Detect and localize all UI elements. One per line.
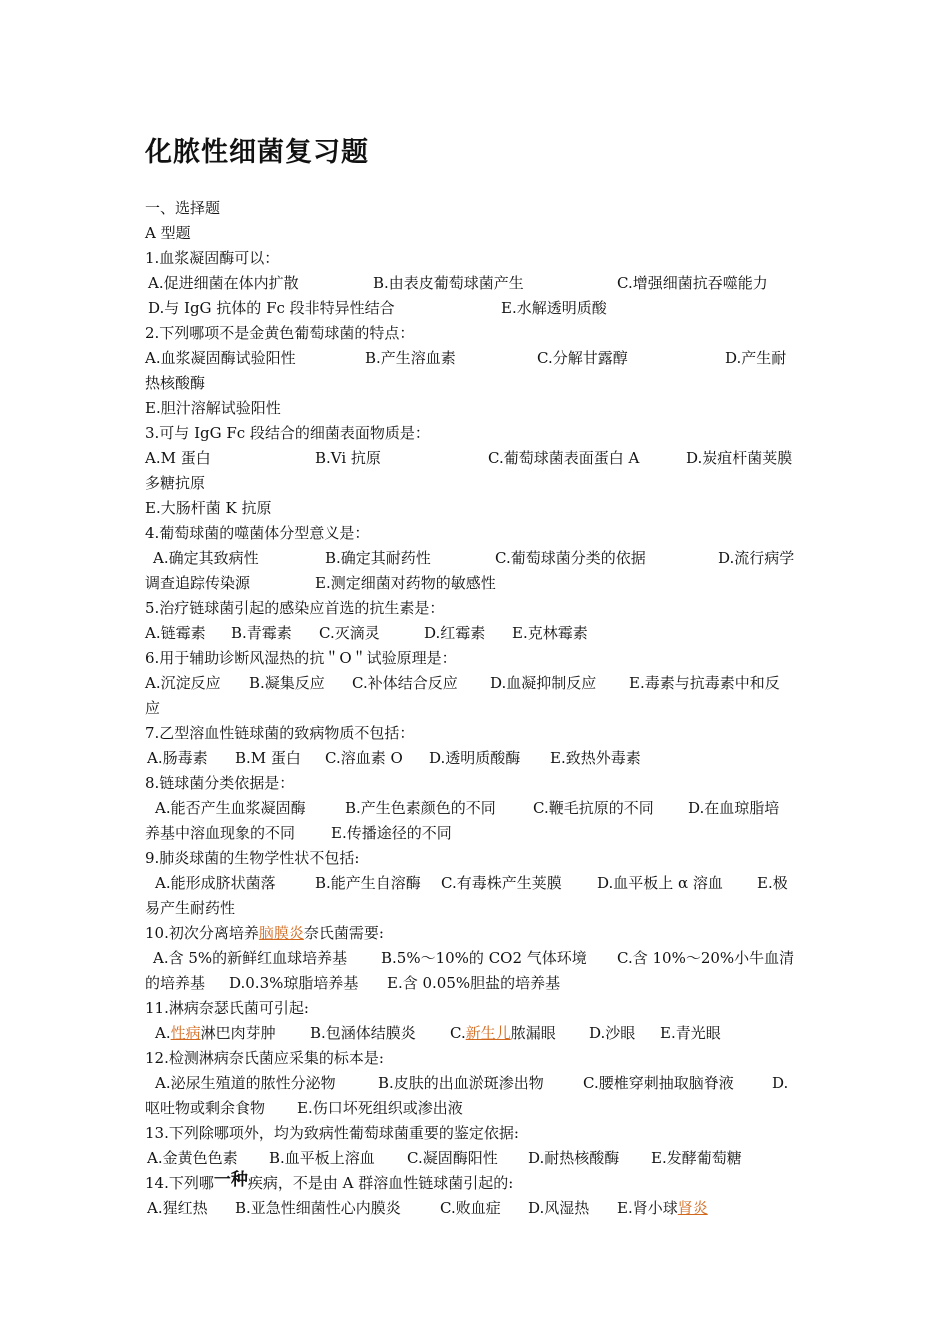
question-2-options — [145, 346, 815, 371]
option-c-continued: 的培养基 — [145, 974, 206, 992]
std-link[interactable]: 性病 — [170, 1024, 201, 1042]
option-b: B.血平板上溶血 — [269, 1149, 375, 1167]
question-1-options-2 — [145, 296, 815, 321]
question-stem: 13.下列除哪项外，均为致病性葡萄球菌重要的鉴定依据: — [145, 1124, 519, 1142]
section-heading-text: 一、选择题 — [145, 199, 221, 217]
question-4-options — [145, 546, 815, 571]
option-c: C.鞭毛抗原的不同 — [533, 799, 654, 817]
option-e: E.伤口坏死组织或渗出液 — [297, 1099, 463, 1117]
question-stem: 3.可与 IgG Fc 段结合的细菌表面物质是： — [145, 424, 430, 442]
question-stem: 2.下列哪项不是金黄色葡萄球菌的特点： — [145, 324, 415, 342]
option-e: E.克林霉素 — [512, 624, 588, 642]
question-stem: 4.葡萄球菌的噬菌体分型意义是： — [145, 524, 370, 542]
question-5-stem — [145, 596, 815, 621]
option-e-prefix: E.肾小球 — [617, 1199, 678, 1217]
option-c: C.凝固酶阳性 — [407, 1149, 498, 1167]
option-a: A.猩红热 — [147, 1199, 208, 1217]
question-12-options-2 — [145, 1096, 815, 1121]
meningitis-link[interactable]: 脑膜炎 — [258, 924, 304, 942]
question-9-options — [145, 871, 815, 896]
option-c: C.葡萄球菌分类的依据 — [495, 549, 646, 567]
option-e: E.含 0.05%胆盐的培养基 — [387, 974, 561, 992]
option-d: D.透明质酸酶 — [429, 749, 521, 767]
option-b: B.亚急性细菌性心内膜炎 — [235, 1199, 401, 1217]
option-b: B.皮肤的出血淤斑渗出物 — [378, 1074, 544, 1092]
option-c: C.败血症 — [440, 1199, 501, 1217]
option-a: A.沉淀反应 — [145, 674, 221, 692]
option-a: A.泌尿生殖道的脓性分泌物 — [155, 1074, 336, 1092]
option-c-tail: 脓漏眼 — [510, 1024, 556, 1042]
option-e: E.发酵葡萄糖 — [651, 1149, 742, 1167]
option-a-prefix: A. — [155, 1024, 171, 1042]
question-4-stem — [145, 521, 815, 546]
document-title: 化脓性细菌复习题 — [145, 137, 369, 168]
question-12-options — [145, 1071, 815, 1096]
question-12-stem — [145, 1046, 815, 1071]
option-c: C.含 10%～20%小牛血清 — [617, 949, 795, 967]
question-3-options — [145, 446, 815, 471]
option-d: D. — [772, 1074, 789, 1092]
question-stem: 1.血浆凝固酶可以： — [145, 249, 280, 267]
question-7-options — [145, 746, 815, 771]
question-2-stem — [145, 321, 815, 346]
option-d-continued: 热核酸酶 — [145, 374, 206, 392]
option-e: E.大肠杆菌 K 抗原 — [145, 499, 272, 517]
question-6-options-2 — [145, 696, 815, 721]
option-e: E.致热外毒素 — [550, 749, 641, 767]
question-5-options — [145, 621, 815, 646]
question-1-stem — [145, 246, 815, 271]
option-c — [450, 1021, 556, 1046]
option-b: B.凝集反应 — [249, 674, 325, 692]
option-a: A.能形成脐状菌落 — [155, 874, 276, 892]
question-8-stem — [145, 771, 815, 796]
option-b: B.确定其耐药性 — [325, 549, 431, 567]
question-6-stem — [145, 646, 815, 671]
option-e: E.水解透明质酸 — [501, 299, 607, 317]
option-d: D.炭疽杆菌荚膜 — [686, 449, 793, 467]
question-10-options-2 — [145, 971, 815, 996]
option-d: D.血凝抑制反应 — [490, 674, 597, 692]
question-11-options — [145, 1021, 815, 1046]
option-b: B.由表皮葡萄球菌产生 — [373, 274, 524, 292]
option-d: D.与 IgG 抗体的 Fc 段非特异性结合 — [148, 299, 395, 317]
question-14-stem — [145, 1171, 815, 1196]
option-c: C.增强细菌抗吞噬能力 — [617, 274, 768, 292]
option-d: D.沙眼 — [589, 1024, 636, 1042]
question-stem: 6.用于辅助诊断风湿热的抗＂O＂试验原理是： — [145, 649, 457, 667]
question-6-options — [145, 671, 815, 696]
option-b: B.M 蛋白 — [235, 749, 301, 767]
question-3-options-3 — [145, 496, 815, 521]
option-b: B.能产生自溶酶 — [315, 874, 421, 892]
question-13-stem — [145, 1121, 815, 1146]
option-a: A.能否产生血浆凝固酶 — [155, 799, 306, 817]
option-c: C.补体结合反应 — [352, 674, 458, 692]
option-a: A.确定其致病性 — [153, 549, 259, 567]
question-10-options — [145, 946, 815, 971]
question-stem-tail: 奈氏菌需要: — [303, 924, 384, 942]
option-a: A.金黄色色素 — [147, 1149, 238, 1167]
option-d-continued: 多糖抗原 — [145, 474, 206, 492]
option-c: C.有毒株产生荚膜 — [441, 874, 562, 892]
option-d: D.血平板上 α 溶血 — [597, 874, 723, 892]
option-d: D.红霉素 — [424, 624, 486, 642]
option-d: D.风湿热 — [528, 1199, 590, 1217]
option-e: E.青光眼 — [660, 1024, 721, 1042]
option-e: E.传播途径的不同 — [331, 824, 452, 842]
nephritis-link[interactable]: 肾炎 — [677, 1199, 708, 1217]
option-d: D.耐热核酸酶 — [528, 1149, 620, 1167]
option-a-tail: 淋巴肉芽肿 — [200, 1024, 276, 1042]
option-e: E.胆汁溶解试验阳性 — [145, 399, 281, 417]
question-stem: 12.检测淋病奈氏菌应采集的标本是: — [145, 1049, 384, 1067]
question-stem: 11.淋病奈瑟氏菌可引起: — [145, 999, 309, 1017]
option-e: E.毒素与抗毒素中和反 — [629, 674, 780, 692]
question-stem: 10.初次分离培养 — [145, 924, 259, 942]
question-8-options-2 — [145, 821, 815, 846]
option-e — [617, 1196, 708, 1221]
section-heading — [145, 196, 815, 221]
question-stem: 7.乙型溶血性链球菌的致病物质不包括： — [145, 724, 415, 742]
question-14-options — [145, 1196, 815, 1221]
question-9-options-2 — [145, 896, 815, 921]
question-10-stem — [145, 921, 815, 946]
question-stem: 14.下列哪 — [145, 1174, 214, 1192]
option-e: E.极 — [757, 874, 788, 892]
question-stem: 5.治疗链球菌引起的感染应首选的抗生素是： — [145, 599, 445, 617]
question-2-options-3 — [145, 396, 815, 421]
question-9-stem — [145, 846, 815, 871]
question-type-text: A 型题 — [145, 224, 191, 242]
option-a: A.肠毒素 — [147, 749, 208, 767]
option-c: C.溶血素 O — [325, 749, 403, 767]
option-e: E.测定细菌对药物的敏感性 — [315, 574, 496, 592]
option-d: D.0.3%琼脂培养基 — [229, 974, 359, 992]
newborn-link[interactable]: 新生儿 — [465, 1024, 511, 1042]
option-b: B.包涵体结膜炎 — [310, 1024, 416, 1042]
option-d-continued: 调查追踪传染源 — [145, 574, 251, 592]
option-e-continued: 易产生耐药性 — [145, 899, 236, 917]
option-d-continued: 养基中溶血现象的不同 — [145, 824, 296, 842]
option-b: B.Vi 抗原 — [315, 449, 381, 467]
question-1-options — [145, 271, 815, 296]
option-a: A.含 5%的新鲜红血球培养基 — [153, 949, 348, 967]
question-stem: 8.链球菌分类依据是： — [145, 774, 295, 792]
option-a — [155, 1021, 276, 1046]
option-e-continued: 应 — [145, 699, 161, 717]
question-4-options-2 — [145, 571, 815, 596]
option-d: D.在血琼脂培 — [688, 799, 780, 817]
option-a: A.M 蛋白 — [145, 449, 211, 467]
question-type — [145, 221, 815, 246]
option-c-prefix: C. — [450, 1024, 466, 1042]
option-b: B.青霉素 — [231, 624, 292, 642]
question-11-stem — [145, 996, 815, 1021]
question-stem-emphasis: 一种 — [213, 1170, 248, 1190]
option-a: A.促进细菌在体内扩散 — [148, 274, 299, 292]
option-d: D.流行病学 — [718, 549, 795, 567]
option-c: C.灭滴灵 — [319, 624, 380, 642]
question-3-options-2 — [145, 471, 815, 496]
question-stem-tail: 疾病，不是由 A 群溶血性链球菌引起的: — [247, 1174, 514, 1192]
question-list — [145, 196, 815, 1221]
option-b: B.5%～10%的 CO2 气体环境 — [381, 949, 587, 967]
question-2-options-2 — [145, 371, 815, 396]
question-3-stem — [145, 421, 815, 446]
option-c: C.葡萄球菌表面蛋白 A — [488, 449, 640, 467]
option-a: A.链霉素 — [145, 624, 206, 642]
option-d-continued: 呕吐物或剩余食物 — [145, 1099, 266, 1117]
question-13-options — [145, 1146, 815, 1171]
question-stem: 9.肺炎球菌的生物学性状不包括: — [145, 849, 360, 867]
option-c: C.分解甘露醇 — [537, 349, 628, 367]
question-8-options — [145, 796, 815, 821]
option-c: C.腰椎穿刺抽取脑脊液 — [583, 1074, 734, 1092]
option-b: B.产生色素颜色的不同 — [345, 799, 496, 817]
option-b: B.产生溶血素 — [365, 349, 456, 367]
question-7-stem — [145, 721, 815, 746]
option-d: D.产生耐 — [725, 349, 787, 367]
option-a: A.血浆凝固酶试验阳性 — [145, 349, 296, 367]
